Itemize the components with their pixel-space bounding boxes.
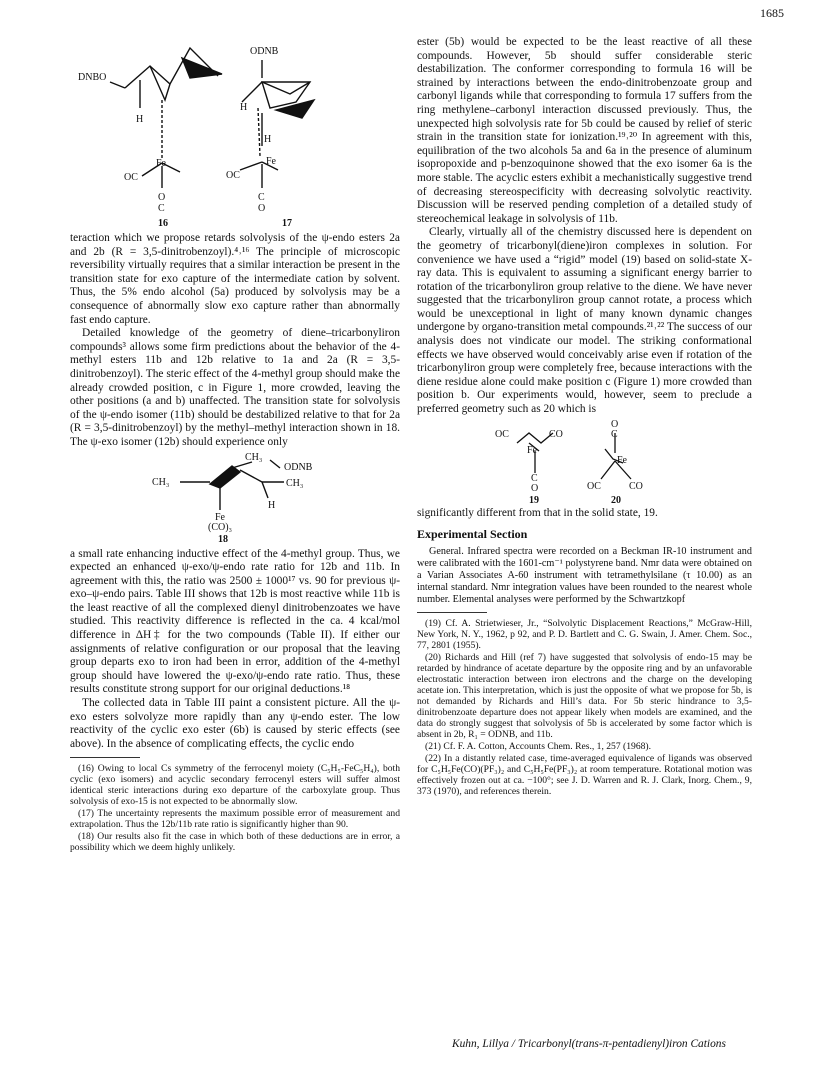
right-paragraph-1: ester (5b) would be expected to be the least reactive of all these compounds. However, 5b should suffer considerable steric destabilization. The conformer corresponding to formula 16 will be strained by interactions between the endo-dinitrobenzoate group and carbonyl ligands while that corresponding to formula 17 suffers from the ring methylene–carbonyl interaction discussed previously. Thus, the unexpected high solvolysis rate for 5b could be caused by relief of steric strain in the transition state for ionization.¹⁹˒²⁰ In agreement with this, equilibration of the two alcohols 5a and 6a in the presence of aluminum isopropoxide and p-benzoquinone showed that the exo isomer 6a is the more stable. The acyclic esters exhibit a mechanistically suggestive trend of decreasing stereospecificity with decreasing solvolytic reactivity. Discussion will be reserved pending completion of a detailed study of stereochemical leakage in solvolysis of 11b. bbox=[417, 36, 752, 225]
label-c-16: C bbox=[158, 203, 165, 214]
structure-18-drawing bbox=[70, 452, 400, 544]
left-paragraph-4: The collected data in Table III paint a consistent picture. All the ψ-exo esters solvolyze more rapidly than any ψ-endo ester. The low reactivity of the cyclic exo ester (6b) is caused by steric effects (see above). In the absence of complicating effects, the cyclic endo bbox=[70, 697, 400, 750]
label-o-17: O bbox=[258, 203, 266, 214]
left-paragraph-3: a small rate enhancing inductive effect of the 4-methyl group. Thus, we expected an enhanced ψ-exo/ψ-endo rate ratio for 12b and 11b. In agreement with this, the ratio was 2500 ± 1000¹⁷ vs. 90 for previous ψ-exo–ψ-endo pairs. Table III shows that 12b is most reactive while 11b is the least reactive of all the complexed dienyl dinitrobenzoates we have studied. This reactivity difference is reflected in the ca. 4 kcal/mol difference in ΔH‡ for the two compounds (Table II). If either our assignments of relative configuration or our proposal that the leaving group departs exo to iron had been in error, addition of the 4-methyl group should have lowered the ψ-exo/ψ-endo rate ratio. Thus, these results constitute strong support for our original deductions.¹⁸ bbox=[70, 547, 400, 696]
label-co3-18: (CO)₃ bbox=[208, 521, 233, 533]
footnote-18: (18) Our results also fit the case in which both of these deductions are in error, a possibility which we deem highly unlikely. bbox=[70, 831, 400, 854]
label-o-20: O bbox=[611, 418, 619, 430]
label-17: 17 bbox=[282, 218, 292, 228]
label-18: 18 bbox=[218, 533, 228, 544]
label-oc-19: OC bbox=[495, 428, 509, 440]
left-paragraph-2: Detailed knowledge of the geometry of diene–tricarbonyliron compounds³ allows some firm predictions about the behavior of the 4-methyl esters 11b and 12b relative to 1a and 2a (R = 3,5-dinitrobenzoyl). The steric effect of the 4-methyl group should make the already crowded position, c in Figure 1, more crowded, leaving the other positions (a and b) unaffected. The transition state for solvolysis of the ψ-endo isomer (11b) should be destabilized relative to that for 2a (R = 3,5-dinitrobenzoyl) by the methyl–methyl interaction shown in 18. The ψ-exo isomer (12b) should experience only bbox=[70, 327, 400, 448]
label-c-19: C bbox=[531, 472, 538, 484]
running-footer: Kuhn, Lillya / Tricarbonyl(trans-π-pentadienyl)iron Cations bbox=[452, 1038, 726, 1050]
label-o-19: O bbox=[531, 482, 539, 494]
label-h-16: H bbox=[136, 114, 144, 125]
left-paragraph-1: teraction which we propose retards solvolysis of the ψ-endo esters 2a and 2b (R = 3,5-dinitrobenzoyl).⁴˒¹⁶ The principle of microscopic reversibility virtually requires that a similar interaction be present in the transition state for exo capture of the intermediate cation by solvent. Thus, the 5% endo alcohol (5a) produced by solvolysis may be a consequence of abnormally slow exo capture rather than abnormally fast endo capture. bbox=[70, 232, 400, 326]
footnote-16: (16) Owing to local Cs symmetry of the ferrocenyl moiety (C₅H₅-FeC₅H₄), both cyclic (exo isomers) and acyclic secondary ferrocenyl esters will suffer almost identical steric interactions during exo departure of the carboxylate group. Thus solvolysis of exo-15 is not expected to be abnormally slow. bbox=[70, 763, 400, 808]
label-16: 16 bbox=[158, 218, 168, 228]
footnote-22: (22) In a distantly related case, time-averaged equivalence of ligands was observed for C₅H₅Fe(CO)(PF₃)₂ and C₅H₅Fe(PF₃)₂ at room temperature. Rotational motion was effectively frozen out at ca. −100°; see J. D. Warren and R. J. Clark, Inorg. Chem., 9, 373 (1970), and references therein. bbox=[417, 752, 752, 797]
label-co-20: CO bbox=[629, 480, 643, 492]
footnote-20: (20) Richards and Hill (ref 7) have suggested that solvolysis of endo-15 may be retarded by hindrance of acetate departure by the opposite ring and by an unfavorable electrostatic interaction between iron electrons and the charge on the developing acetate ion. This interpretation, which is just the opposite of what we propose for 5b, is not demanded by Richards and Hill’s data. For 5b steric hindrance to 3,5-dinitrobenzoate departure does not appear likely when models are examined, and the data do strongly suggest that solvolysis of 5b is accelerated by some factor which is absent in 2b, R₁ = ODNB, and 11b. bbox=[417, 651, 752, 740]
structures-19-20 bbox=[417, 419, 752, 503]
label-ch3-left: CH₃ bbox=[152, 476, 170, 488]
footnote-21: (21) Cf. F. A. Cotton, Accounts Chem. Res., 1, 257 (1968). bbox=[425, 740, 652, 752]
label-fe-20: Fe bbox=[617, 454, 627, 466]
left-column bbox=[70, 36, 400, 854]
right-column bbox=[417, 36, 752, 798]
label-o-16: O bbox=[158, 192, 166, 203]
label-oc-17: OC bbox=[226, 170, 240, 181]
label-ch3-top: CH₃ bbox=[245, 451, 263, 463]
label-odnb-18: ODNB bbox=[284, 461, 313, 473]
label-ch3-right: CH₃ bbox=[286, 477, 304, 489]
label-fe-18: Fe bbox=[215, 511, 225, 523]
footnote-rule-right bbox=[417, 612, 487, 613]
right-paragraph-2: Clearly, virtually all of the chemistry discussed here is dependent on the geometry of tricarbonyl(diene)iron complexes in solution. For convenience we have used a “rigid” model (19) based on solid-state X-ray data. This is equivalent to assuming a significant energy barrier to rotation of the tricarbonyliron group relative to the diene. We have never suggested that the tricarbonyliron group cannot rotate, a process which would be unexceptional in light of many known dynamic changes undergone by organo-transition metal compounds.²¹˒²² The success of our analysis does not vindicate our model. The striking conformational effects we have observed would conceivably arise even if rotation of the tricarbonyliron group were completely free, because interactions with the diene residue alone could make position c (Figure 1) more crowded than position b. Our experiments would, however, seem to preclude a preferred geometry such as 20 which is bbox=[417, 226, 752, 416]
label-odnb-17: ODNB bbox=[250, 46, 279, 57]
label-oc-16: OC bbox=[124, 172, 138, 183]
label-co-19: CO bbox=[549, 428, 563, 440]
footnote-19: (19) Cf. A. Strietwieser, Jr., “Solvolytic Displacement Reactions,” McGraw-Hill, New York, N. Y., 1962, p 92, and P. D. Bartlett and C. G. Swain, J. Amer. Chem. Soc., 77, 2801 (1955). bbox=[417, 617, 752, 651]
structure-16-17-drawing bbox=[70, 38, 400, 228]
page-number: 1685 bbox=[760, 6, 784, 20]
label-fe-17: Fe bbox=[266, 156, 276, 167]
label-h-18: H bbox=[268, 499, 276, 511]
label-h2-17: H bbox=[264, 134, 272, 145]
label-dnbo: DNBO bbox=[78, 72, 107, 83]
label-19: 19 bbox=[529, 494, 539, 503]
structure-19-20-drawing bbox=[417, 419, 752, 503]
structures-16-17 bbox=[70, 38, 400, 228]
right-paragraph-3: significantly different from that in the solid state, 19. bbox=[417, 506, 658, 519]
experimental-section-heading: Experimental Section bbox=[417, 527, 528, 542]
label-fe-19: Fe bbox=[527, 444, 537, 456]
footnote-rule-left bbox=[70, 757, 140, 758]
label-h1-17: H bbox=[240, 102, 248, 113]
label-fe-16: Fe bbox=[156, 158, 166, 169]
label-20: 20 bbox=[611, 494, 621, 503]
structure-18 bbox=[70, 452, 400, 544]
footnote-17: (17) The uncertainty represents the maximum possible error of measurement and extrapolation. Thus the 12b/11b rate ratio is significantly higher than 90. bbox=[70, 808, 400, 831]
label-c-17: C bbox=[258, 192, 265, 203]
label-oc-20: OC bbox=[587, 480, 601, 492]
label-c-20: C bbox=[611, 428, 618, 440]
experimental-general: General. Infrared spectra were recorded on a Beckman IR-10 instrument and were calibrated with the 1601-cm⁻¹ polystyrene band. Nmr data were obtained on a Varian Associates A-60 instrument with tetramethylsilane (τ 10.00) as an internal standard. Nmr integration values have been rounded to the nearest whole number. Elemental analyses were performed by the Schwartzkopf bbox=[417, 545, 752, 605]
